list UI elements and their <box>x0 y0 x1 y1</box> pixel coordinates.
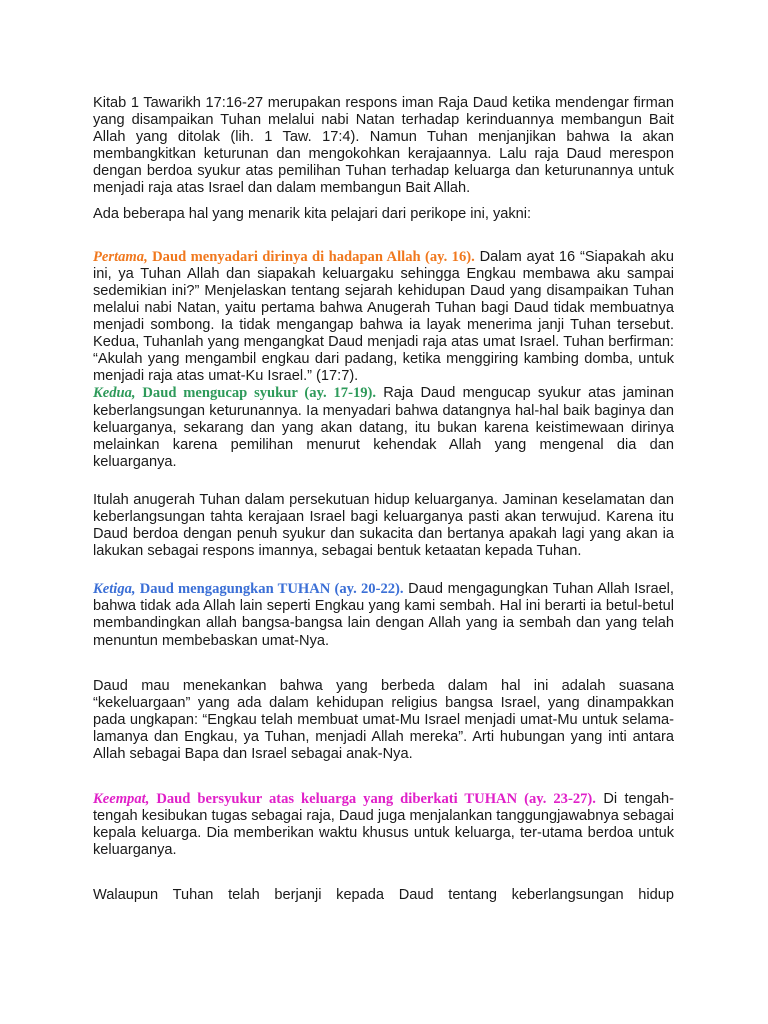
point-ketiga <box>93 581 674 649</box>
point-pertama-title: Daud menyadari dirinya di hadapan Allah (ay. 16). <box>147 248 475 265</box>
point-keempat-ordinal: Keempat, <box>93 791 150 808</box>
walaupun-paragraph: Walaupun Tuhan telah berjanji kepada Daud tentang keberlangsungan hidup <box>93 887 674 904</box>
point-ketiga-ordinal: Ketiga, <box>93 581 136 598</box>
itulah-paragraph: Itulah anugerah Tuhan dalam persekutuan hidup keluarganya. Jaminan keselamatan dan keberlangsungan tahta kerajaan Israel bagi keluarganya pasti akan terwujud. Karena itu Daud berdoa dengan penuh syukur dan sukacita dan bertanya apakah lagi yang akan ia lakukan sebagai respons imannya, sebagai bentuk ketaatan kepada Tuhan. <box>93 491 674 560</box>
point-kedua-heading <box>93 385 376 401</box>
point-kedua-ordinal: Kedua, <box>93 385 136 402</box>
document-page <box>93 95 674 905</box>
point-kedua-body: Raja Daud mengucap syukur atas jaminan keberlangsungan keturunannya. Ia menyadari bahwa datangnya hal-hal baik baginya dan keluarganya, sekarang dan yang akan datang, itu bukan karena keistimewaan dirinya melainkan karena pemilihan menurut kehendak Allah yang mengenal dia dan keluarganya. <box>93 385 674 470</box>
point-pertama-ordinal: Pertama, <box>93 248 148 265</box>
point-keempat-heading <box>93 791 596 807</box>
point-pertama-heading <box>93 249 475 265</box>
intro-paragraph: Kitab 1 Tawarikh 17:16-27 merupakan respons iman Raja Daud ketika mendengar firman yang disampaikan Tuhan melalui nabi Natan terhadap kerinduannya membangun Bait Allah yang ditolak (lih. 1 Taw. 17:4). Namun Tuhan menjanjikan bahwa Ia akan membangkitkan keturunan dan mengokohkan kerajaannya. Lalu raja Daud merespon dengan berdoa syukur atas pemilihan Tuhan terhadap keluarga dan keturunannya untuk menjadi raja atas Israel dan dalam membangun Bait Allah. <box>93 95 674 197</box>
point-ketiga-title: Daud mengagungkan TUHAN (ay. 20-22). <box>135 581 404 598</box>
lead-paragraph: Ada beberapa hal yang menarik kita pelajari dari perikope ini, yakni: <box>93 205 532 222</box>
point-keempat-title: Daud bersyukur atas keluarga yang diberkati TUHAN (ay. 23-27). <box>149 791 596 808</box>
point-pertama-body: Dalam ayat 16 “Siapakah aku ini, ya Tuhan Allah dan siapakah keluargaku sehingga Engkau membawa aku sampai sedemikian ini?” Menjelaskan tentang sejarah kehidupan Daud yang disampaikan Tuhan melalui nabi Natan, yaitu pertama bahwa Anugerah Tuhan bagi Daud tidak membuatnya menjadi sombong. Ia tidak mengangap bahwa ia layak menerima janji Tuhan tersebut. Kedua, Tuhanlah yang mengangkat Daud menjadi raja atas umat Israel. Tuhan berfirman: “Akulah yang mengambil engkau dari padang, ketika menggiring kambing domba, untuk menjadi raja atas umat-Ku Israel.” (17:7). <box>93 248 674 385</box>
point-kedua <box>93 385 674 470</box>
point-kedua-title: Daud mengucap syukur (ay. 17-19). <box>135 385 377 402</box>
point-ketiga-heading <box>93 581 404 597</box>
point-keempat <box>93 791 674 859</box>
point-ketiga-body: Daud mengagungkan Tuhan Allah Israel, bahwa tidak ada Allah lain seperti Engkau yang kami sembah. Hal ini berarti ia betul-betul membandingkan allah bangsa-bangsa lain dengan Allah yang ia sembah dan yang telah menuntun membebaskan umat-Nya. <box>93 581 674 649</box>
daud-paragraph: Daud mau menekankan bahwa yang berbeda dalam hal ini adalah suasana “kekeluargaan” yang ada dalam kehidupan religius bangsa Israel, yang dinampakkan pada ungkapan: “Engkau telah membuat umat-Mu Israel menjadi umat-Mu untuk selama-lamanya dan Engkau, ya Tuhan, menjadi Allah mereka”. Arti hubungan yang inti antara Allah sebagai Bapa dan Israel sebagai anak-Nya. <box>93 677 674 762</box>
point-pertama <box>93 249 674 386</box>
point-keempat-body: Di tengah-tengah kesibukan tugas sebagai raja, Daud juga menjalankan tanggungjawabnya sebagai kepala keluarga. Dia memberikan waktu khusus untuk keluarga, ter-utama berdoa untuk keluarganya. <box>93 791 674 859</box>
